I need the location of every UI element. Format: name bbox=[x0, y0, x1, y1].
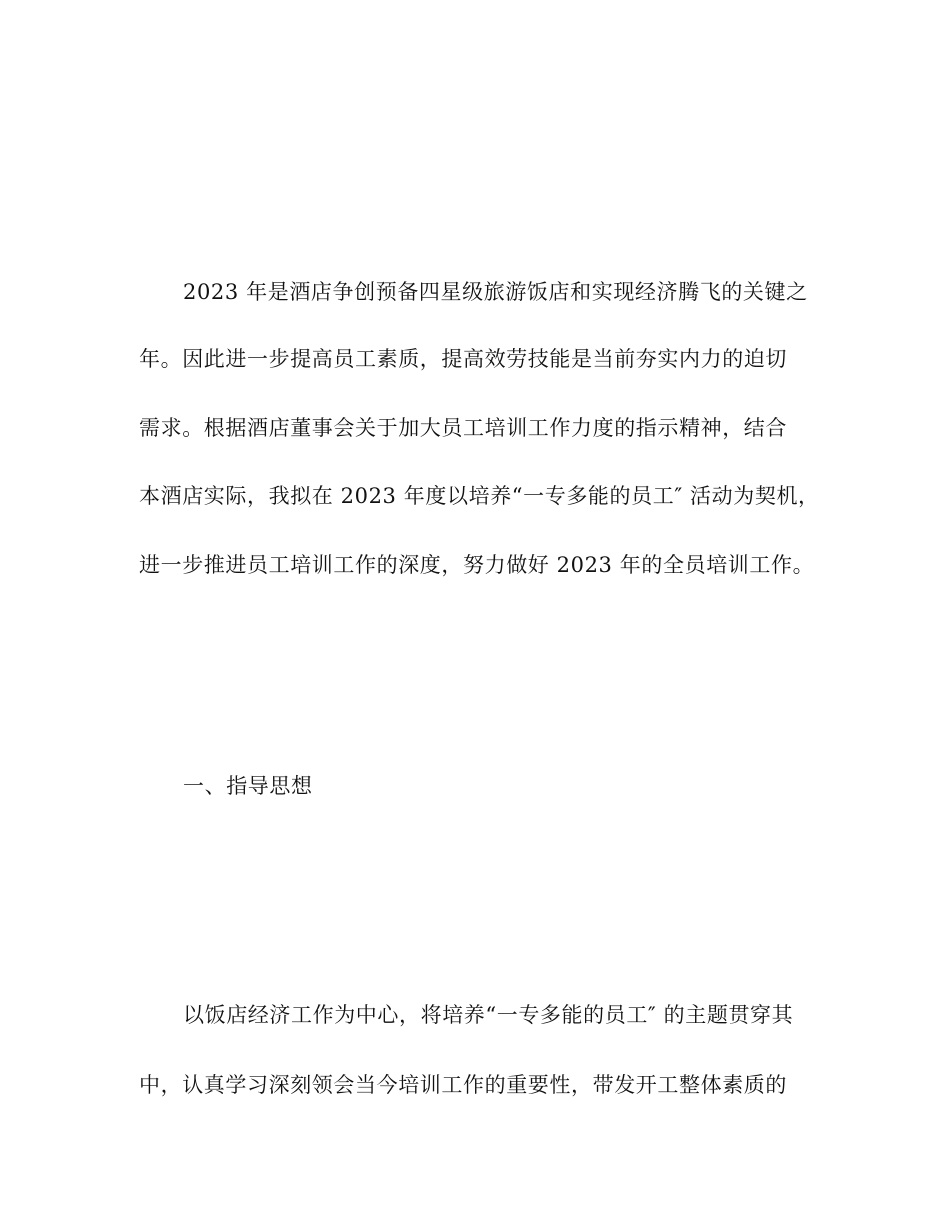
section-heading-guiding-ideology: 一、指导思想 bbox=[183, 774, 313, 798]
paragraph-2-line-1: 以饭店经济工作为中心，将培养“一专多能的员工″ 的主题贯穿其 bbox=[183, 1003, 794, 1027]
paragraph-2-line-2: 中，认真学习深刻领会当今培训工作的重要性，带发开工整体素质的 bbox=[139, 1073, 787, 1097]
paragraph-1-line-2: 年。因此进一步提高员工素质，提高效劳技能是当前夯实内力的迫切 bbox=[139, 347, 787, 371]
paragraph-1-line-4: 本酒店实际，我拟在 2023 年度以培养“一专多能的员工″ 活动为契机， bbox=[139, 484, 820, 508]
paragraph-1-line-5: 进一步推进员工培训工作的深度，努力做好 2023 年的全员培训工作。 bbox=[139, 553, 815, 577]
paragraph-1-line-1: 2023 年是酒店争创预备四星级旅游饭店和实现经济腾飞的关键之 bbox=[183, 280, 808, 304]
paragraph-1-line-3: 需求。根据酒店董事会关于加大员工培训工作力度的指示精神，结合 bbox=[139, 416, 787, 440]
